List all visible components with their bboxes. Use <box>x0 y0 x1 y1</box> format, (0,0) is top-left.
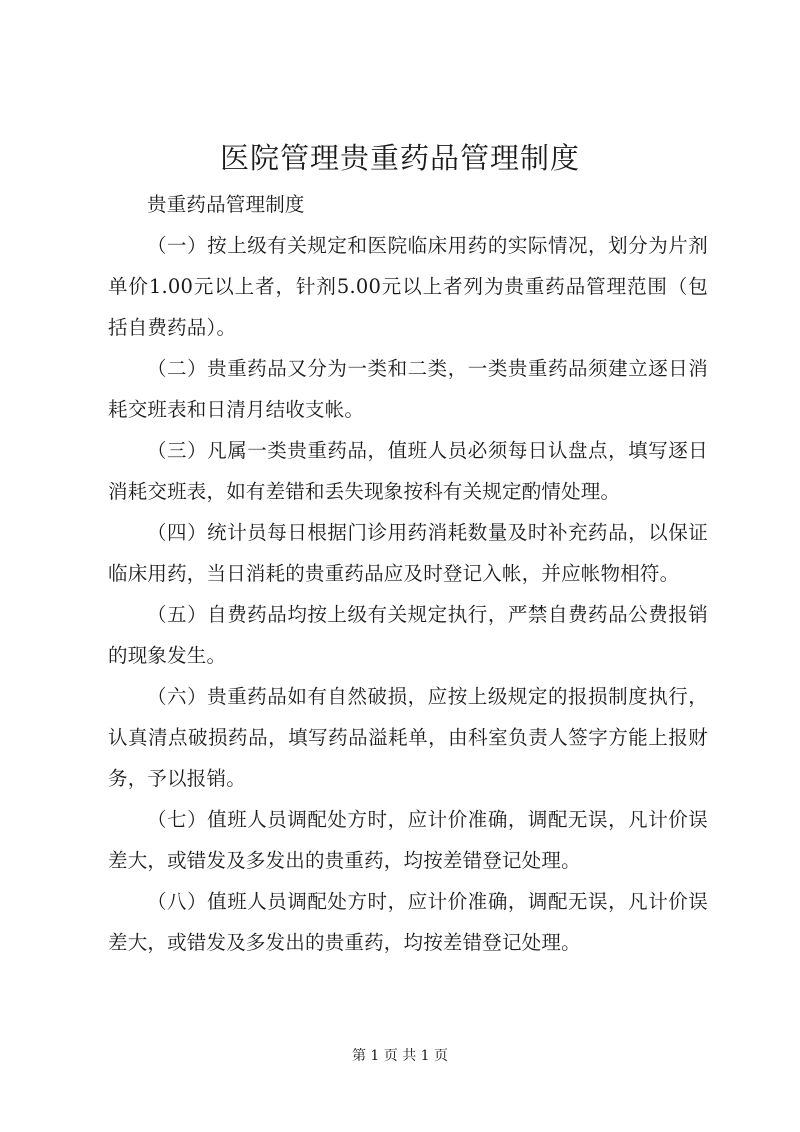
paragraph-item-7: （七）值班人员调配处方时，应计价准确，调配无误，凡计价误差大，或错发及多发出的贵重药，均按差错登记处理。 <box>108 808 708 872</box>
paragraph-heading: 贵重药品管理制度 <box>147 193 305 216</box>
paragraph-item-4: （四）统计员每日根据门诊用药消耗数量及时补充药品，以保证临床用药，当日消耗的贵重药品应及时登记入帐，并应帐物相符。 <box>108 521 708 585</box>
paragraph-item-1: （一）按上级有关规定和医院临床用药的实际情况，划分为片剂单价1.00元以上者，针剂5.00元以上者列为贵重药品管理范围（包括自费药品）。 <box>108 234 708 339</box>
document-title: 医院管理贵重药品管理制度 <box>219 141 580 175</box>
paragraph-item-2: （二）贵重药品又分为一类和二类，一类贵重药品须建立逐日消耗交班表和日清月结收支帐。 <box>108 357 708 421</box>
paragraph-item-5: （五）自费药品均按上级有关规定执行，严禁自费药品公费报销的现象发生。 <box>108 603 708 667</box>
paragraph-item-6: （六）贵重药品如有自然破损，应按上级规定的报损制度执行，认真清点破损药品，填写药品溢耗单，由科室负责人签字方能上报财务，予以报销。 <box>108 685 708 790</box>
page-footer: 第 1 页 共 1 页 <box>351 1048 449 1064</box>
document-body <box>108 184 708 963</box>
paragraph-item-3: （三）凡属一类贵重药品，值班人员必须每日认盘点，填写逐日消耗交班表，如有差错和丢失现象按科有关规定酌情处理。 <box>108 439 708 503</box>
paragraph-item-8: （八）值班人员调配处方时，应计价准确，调配无误，凡计价误差大，或错发及多发出的贵重药，均按差错登记处理。 <box>108 890 708 954</box>
